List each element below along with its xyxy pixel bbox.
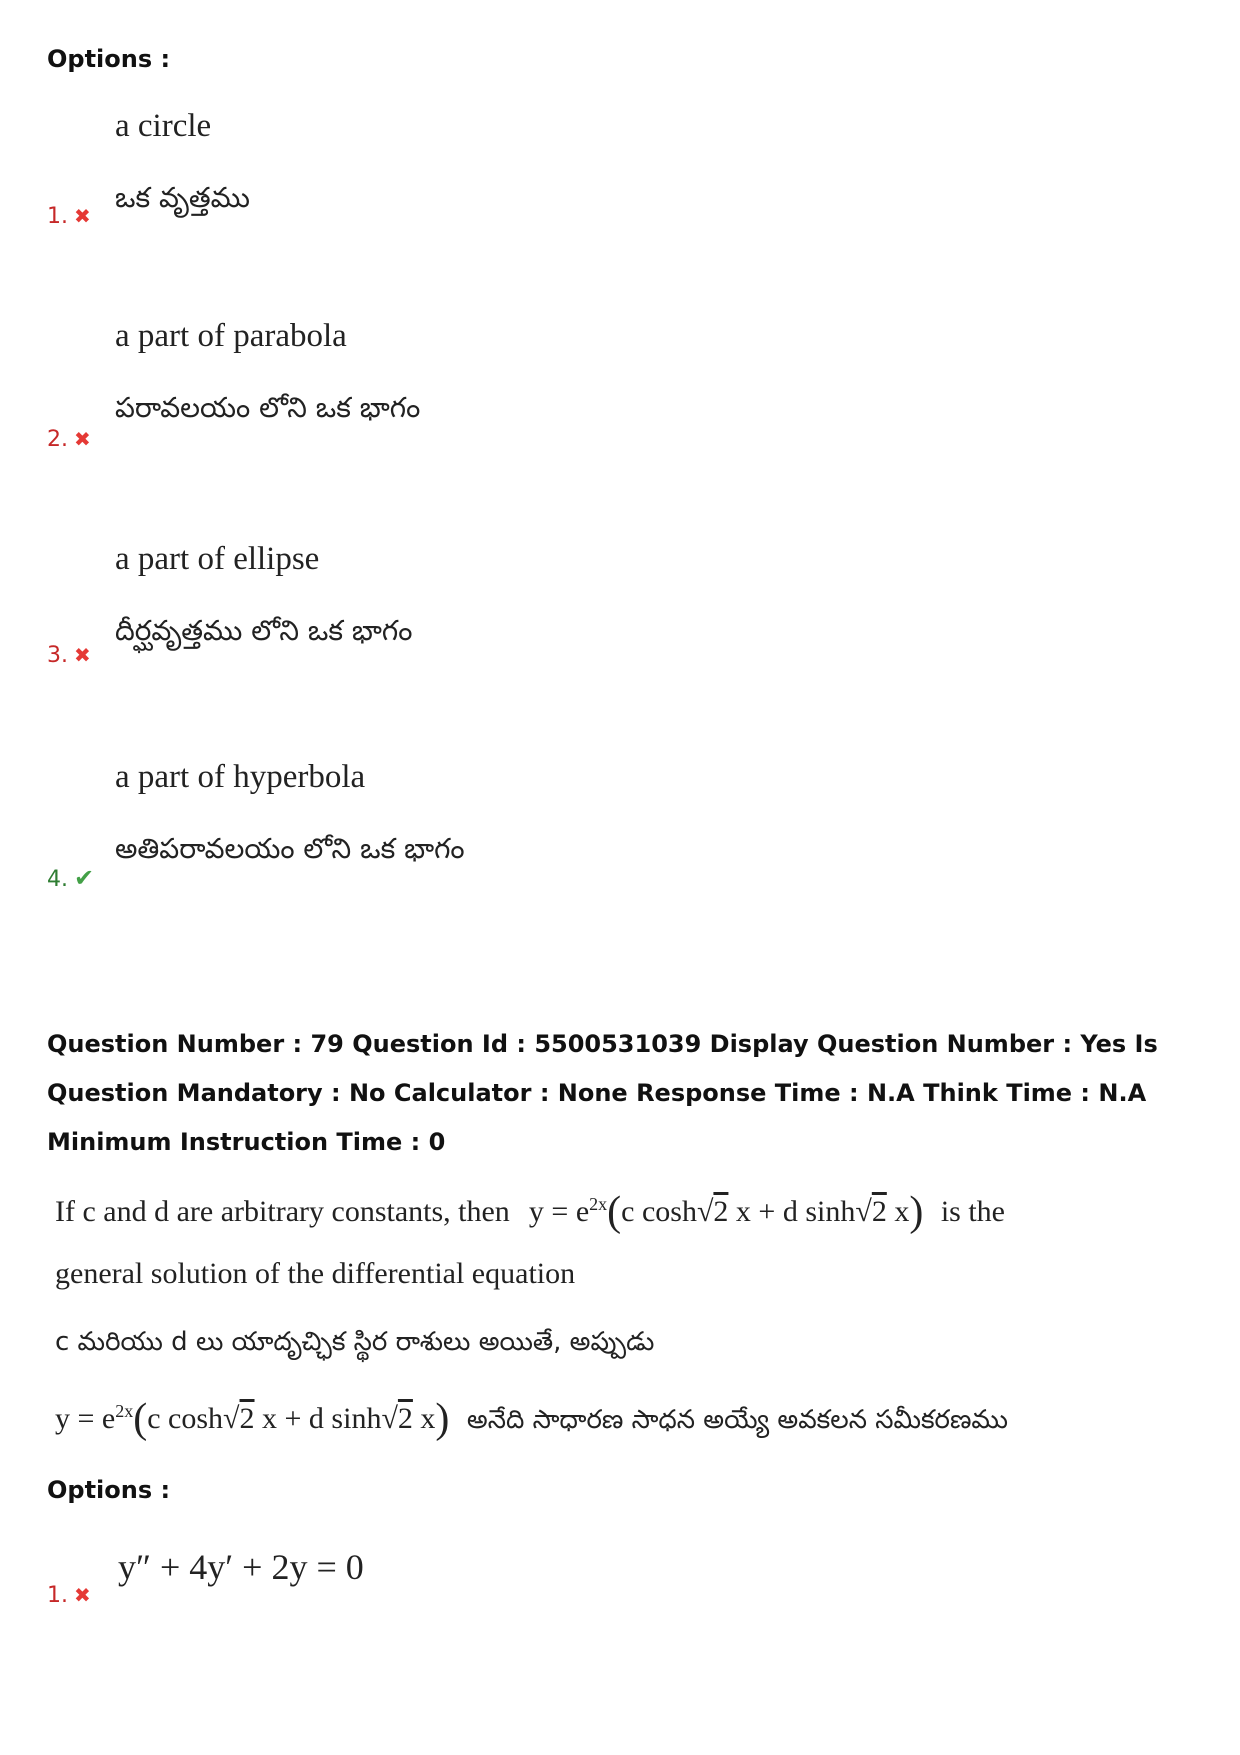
formula-mid: x + d sinh [254, 1402, 382, 1435]
option-english-text: a part of parabola [115, 318, 347, 354]
option-number-label: 1. [47, 204, 68, 229]
formula-term1: c cosh [621, 1195, 697, 1228]
formula-exponent: 2x [115, 1401, 134, 1421]
next-option-expression-1: y″ + 4y′ + 2y = 0 [118, 1547, 364, 1587]
option-english-3 [115, 541, 319, 578]
option-number-label: 4. [47, 867, 68, 892]
option-number-3 [47, 643, 91, 668]
option-english-text: a part of ellipse [115, 541, 320, 577]
formula-close-paren: ) [909, 1189, 924, 1235]
option-number-label: 2. [47, 427, 68, 452]
cross-icon: ✖ [74, 427, 91, 451]
option-telugu-4: అతిపరావలయం లోని ఒక భాగం [115, 832, 465, 865]
check-icon: ✔ [74, 864, 95, 892]
options-heading: Options : [47, 45, 171, 73]
formula-lhs: y = e [55, 1402, 116, 1435]
cross-icon: ✖ [74, 643, 91, 667]
option-number-4 [47, 864, 94, 892]
formula-open-paren: ( [133, 1396, 148, 1442]
option-english-1 [115, 108, 211, 145]
solution-formula-telugu: $y = e^{2x}(c$ cosh√2 x + d sinh√2 x) [55, 1396, 450, 1442]
option-english-4 [115, 759, 365, 796]
formula-radicand-1: 2 [239, 1402, 255, 1435]
option-english-text: a circle [115, 108, 212, 144]
option-telugu-2: పరావలయం లోని ఒక భాగం [115, 391, 421, 424]
next-option-number-1 [47, 1583, 91, 1608]
cross-icon: ✖ [74, 1583, 91, 1607]
option-english-2 [115, 318, 347, 355]
question-prefix: If c and d are arbitrary constants, then [55, 1195, 510, 1228]
formula-end: x [886, 1195, 910, 1228]
options-heading-2: Options : [47, 1476, 171, 1504]
option-number-label: 3. [47, 643, 68, 668]
cross-icon: ✖ [74, 204, 91, 228]
option-number-2 [47, 427, 91, 452]
option-number-label: 1. [47, 1583, 68, 1608]
option-telugu-3: దీర్ఘవృత్తము లోని ఒక భాగం [115, 614, 413, 647]
formula-term1: c cosh [147, 1402, 224, 1435]
question-telugu-line-1: c మరియు d లు యాదృచ్ఛిక స్థిర రాశులు అయితే, అప్పుడు [55, 1327, 655, 1357]
question-metadata: Question Number : 79 Question Id : 5500531039 Display Question Number : Yes Is Question Mandatory : No Calculator : None Response Time : N.A Think Time : N.A Minimum Instruction Time : 0 [47, 1030, 1158, 1156]
option-number-1 [47, 204, 91, 229]
option-english-text: a part of hyperbola [115, 759, 366, 795]
question-telugu-suffix: అనేది సాధారణ సాధన అయ్యే అవకలన సమీకరణము [466, 1405, 1008, 1435]
solution-formula: $y = e^{2x}(c$ cosh√2 x + d sinh√2 x) [528, 1189, 924, 1235]
formula-open-paren: ( [607, 1189, 622, 1235]
option-telugu-1: ఒక వృత్తము [115, 181, 250, 214]
formula-exponent: 2x [589, 1194, 608, 1214]
question-telugu-line-2 [55, 1395, 1008, 1443]
formula-end: x [412, 1402, 436, 1435]
formula-radicand-2: 2 [397, 1402, 413, 1435]
question-line-1 [55, 1188, 1005, 1236]
formula-radicand-2: 2 [871, 1195, 887, 1228]
question-suffix: is the [940, 1195, 1005, 1228]
formula-radicand-1: 2 [713, 1195, 729, 1228]
formula-lhs: y = e [528, 1195, 590, 1228]
question-line-2: general solution of the differential equation [55, 1257, 576, 1290]
formula-close-paren: ) [435, 1396, 450, 1442]
formula-mid: x + d sinh [728, 1195, 856, 1228]
